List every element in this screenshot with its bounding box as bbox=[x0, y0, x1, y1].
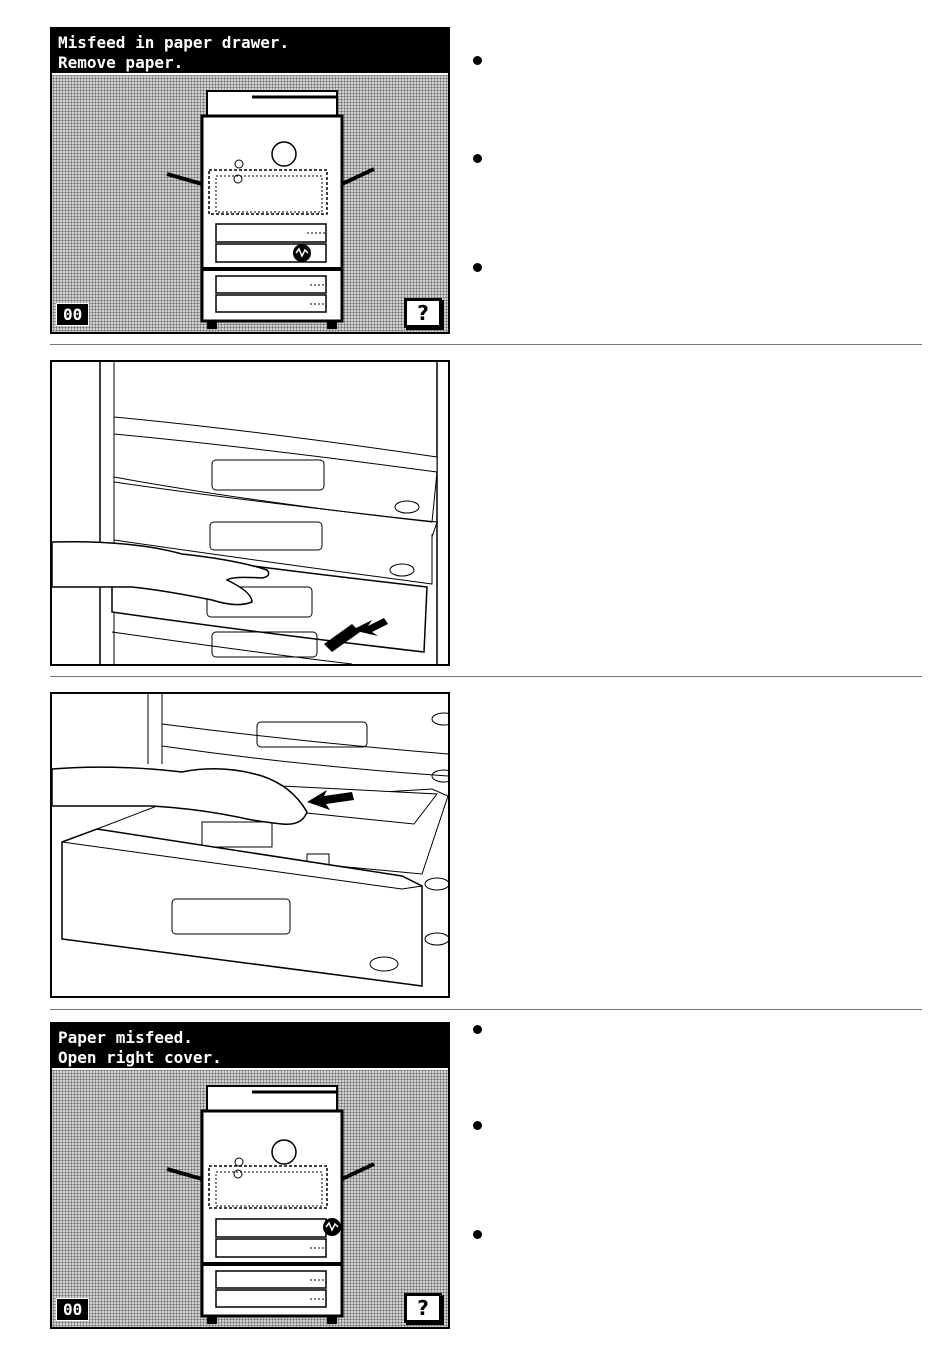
section-divider bbox=[50, 1009, 922, 1010]
copier-diagram bbox=[52, 1024, 448, 1327]
misfeed-drawer-screen bbox=[50, 27, 450, 334]
remove-paper-illustration bbox=[50, 692, 450, 998]
message-line-1: Misfeed in paper drawer. bbox=[58, 33, 290, 52]
copy-counter: 00 bbox=[56, 303, 89, 326]
bullet-point bbox=[473, 1121, 482, 1130]
remove-paper-drawing bbox=[52, 694, 448, 996]
paper-misfeed-screen bbox=[50, 1022, 450, 1329]
copier-diagram bbox=[52, 29, 448, 332]
bullet-point bbox=[473, 154, 482, 163]
section-divider bbox=[50, 344, 922, 345]
message-line-2: Open right cover. bbox=[58, 1048, 222, 1067]
section-divider bbox=[50, 676, 922, 677]
message-line-2: Remove paper. bbox=[58, 53, 184, 72]
bullet-point bbox=[473, 263, 482, 272]
message-line-1: Paper misfeed. bbox=[58, 1028, 193, 1047]
drawer-pull-drawing bbox=[52, 362, 448, 664]
help-button[interactable]: ? bbox=[404, 298, 442, 328]
pull-drawer-illustration bbox=[50, 360, 450, 666]
bullet-point bbox=[473, 56, 482, 65]
bullet-point bbox=[473, 1230, 482, 1239]
help-button[interactable]: ? bbox=[404, 1293, 442, 1323]
bullet-point bbox=[473, 1025, 482, 1034]
copy-counter: 00 bbox=[56, 1298, 89, 1321]
